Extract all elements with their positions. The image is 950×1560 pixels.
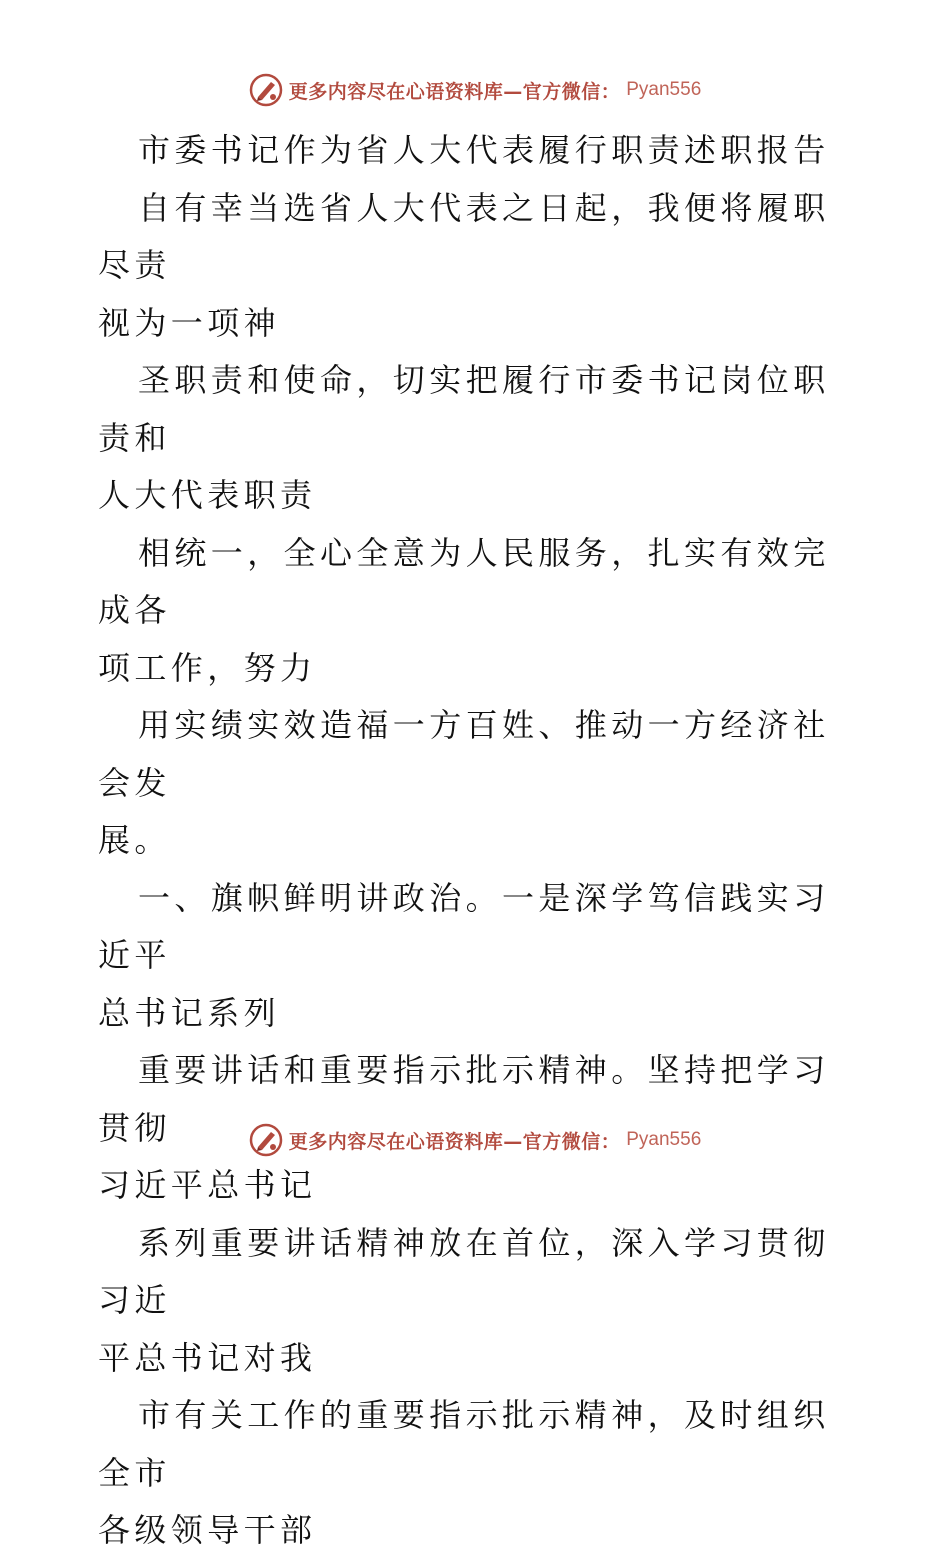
pen-logo-icon bbox=[249, 1123, 283, 1157]
document-body bbox=[98, 122, 858, 1560]
paragraph: 市有关工作的重要指示批示精神，及时组织全市 各级领导干部 bbox=[98, 1396, 830, 1549]
paragraph: 自有幸当选省人大代表之日起，我便将履职尽责 视为一项神 bbox=[98, 188, 830, 342]
paragraph: 一、旗帜鲜明讲政治。一是深学笃信践实习近平 总书记系列 bbox=[98, 878, 830, 1032]
pen-logo-icon bbox=[249, 73, 283, 107]
footer-watermark bbox=[0, 1120, 950, 1160]
watermark-wechat-id: Pyan556 bbox=[626, 79, 702, 100]
paragraph: 圣职责和使命，切实把履行市委书记岗位职责和 人大代表职责 bbox=[98, 361, 830, 514]
paragraph: 用实绩实效造福一方百姓、推动一方经济社会发 展。 bbox=[98, 706, 830, 859]
watermark-wechat-id: Pyan556 bbox=[626, 1129, 702, 1150]
paragraph: 系列重要讲话精神放在首位，深入学习贯彻习近 平总书记对我 bbox=[98, 1223, 830, 1377]
paragraph: 重要讲话和重要指示批示精神。坚持把学习贯彻 习近平总书记 bbox=[98, 1051, 830, 1204]
document-title: 市委书记作为省人大代表履行职责述职报告 bbox=[138, 131, 830, 169]
header-watermark bbox=[0, 70, 950, 110]
watermark-text: 更多内容尽在心语资料库—官方微信： bbox=[288, 80, 621, 103]
paragraph: 相统一，全心全意为人民服务，扎实有效完成各 项工作，努力 bbox=[98, 533, 830, 687]
watermark-text: 更多内容尽在心语资料库—官方微信： bbox=[288, 1130, 621, 1153]
